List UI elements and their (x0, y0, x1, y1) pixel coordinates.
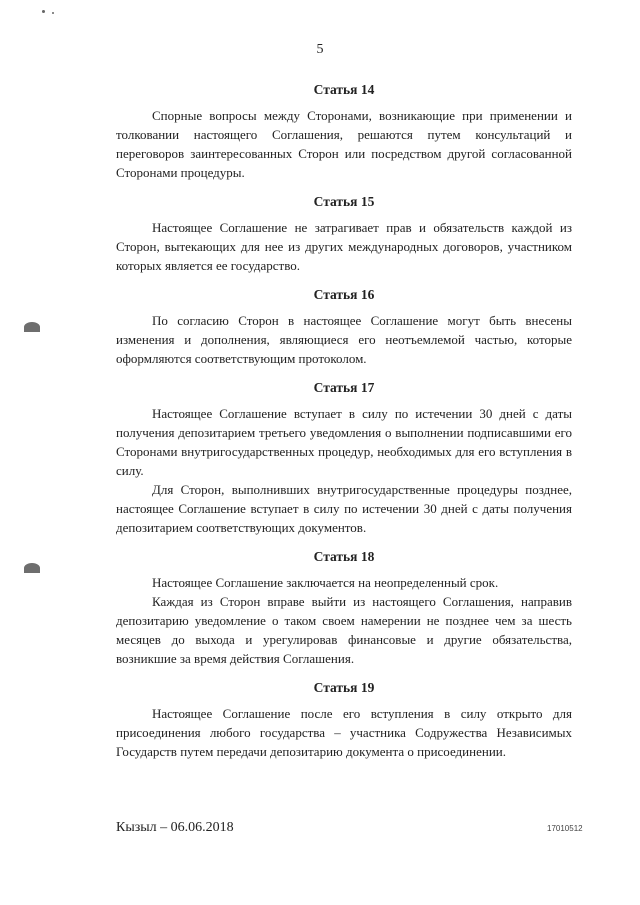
article-paragraph: Для Сторон, выполнивших внутригосударственные процедуры позднее, настоящее Соглашение вступает в силу по истечении 30 дней с даты получения депозитарием соответствующих документов. (116, 482, 572, 535)
article-paragraph: Настоящее Соглашение вступает в силу по истечении 30 дней с даты получения депозитарием третьего уведомления о выполнении подписавшими его Сторонами внутригосударственных процедур, необходимых для его вступления в силу. (116, 406, 572, 478)
article-title: Статья 18 (313, 549, 375, 564)
page-number: 5 (316, 42, 324, 57)
article-paragraph: По согласию Сторон в настоящее Соглашение могут быть внесены изменения и дополнения, являющиеся его неотъемлемой частью, которые оформляются соответствующим протоколом. (116, 313, 572, 366)
article-16 (116, 287, 572, 368)
article-title: Статья 17 (313, 380, 375, 395)
articles-container (116, 82, 572, 773)
scan-speck (42, 10, 45, 13)
article-14 (116, 82, 572, 182)
place-date: Кызыл – 06.06.2018 (116, 820, 234, 835)
article-19 (116, 680, 572, 761)
article-paragraph: Спорные вопросы между Сторонами, возникающие при применении и толковании настоящего Соглашения, решаются путем консультаций и переговоров заинтересованных Сторон или посредством другой согласованной Сторонами процедуры. (116, 108, 572, 180)
article-18 (116, 549, 572, 668)
article-paragraph: Каждая из Сторон вправе выйти из настоящего Соглашения, направив депозитарию уведомление о таком своем намерении не позднее чем за шесть месяцев до выхода и урегулировав финансовые и другие обязательства, возникшие за время действия Соглашения. (116, 594, 572, 666)
document-code: 17010512 (547, 824, 583, 833)
punch-hole-mark (24, 322, 40, 332)
article-paragraph: Настоящее Соглашение заключается на неопределенный срок. (152, 575, 499, 590)
article-17 (116, 380, 572, 537)
article-title: Статья 19 (313, 680, 375, 695)
punch-hole-mark (24, 563, 40, 573)
article-paragraph: Настоящее Соглашение после его вступления в силу открыто для присоединения любого государства – участника Содружества Независимых Государств путем передачи депозитарию документа о присоединении. (116, 706, 572, 759)
article-paragraph: Настоящее Соглашение не затрагивает прав и обязательств каждой из Сторон, вытекающих для нее из других международных договоров, участником которых является ее государство. (116, 220, 572, 273)
article-15 (116, 194, 572, 275)
article-title: Статья 14 (313, 82, 375, 97)
article-title: Статья 15 (313, 194, 375, 209)
scan-speck (52, 12, 54, 14)
article-title: Статья 16 (313, 287, 375, 302)
